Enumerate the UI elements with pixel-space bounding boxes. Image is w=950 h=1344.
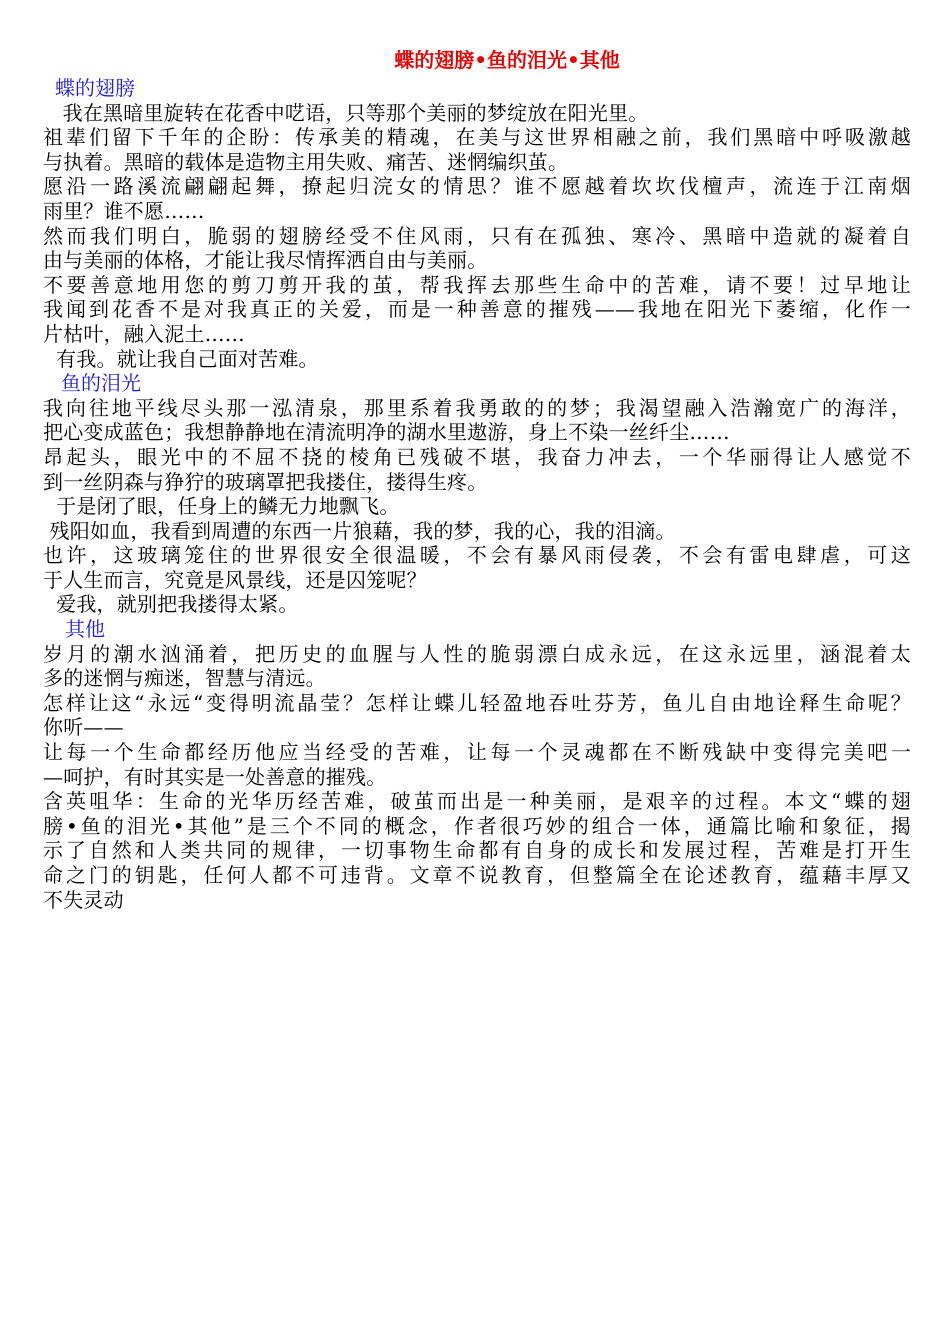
text-line: 让每一个生命都经历他应当经受的苦难，让每一个灵魂都在不断残缺中变得完美吧一 [43, 740, 911, 765]
text-line: 含英咀华：生命的光华历经苦难，破茧而出是一种美丽，是艰辛的过程。本文“蝶的翅 [43, 789, 911, 814]
text-line: 示了自然和人类共同的规律，一切事物生命都有自身的成长和发展过程，苦难是打开生 [43, 838, 911, 863]
text-line: —呵护，有时其实是一处善意的摧残。 [43, 764, 387, 789]
text-line: 由与美丽的体格，才能让我尽情挥洒自由与美丽。 [43, 248, 488, 273]
text-line: 祖辈们留下千年的企盼：传承美的精魂，在美与这世界相融之前，我们黑暗中呼吸激越 [43, 125, 911, 150]
text-line: 我在黑暗里旋转在花香中呓语，只等那个美丽的梦绽放在阳光里。 [43, 100, 649, 125]
text-line: 怎样让这“永远“变得明流晶莹？怎样让蝶儿轻盈地吞吐芬芳，鱼儿自由地诠释生命呢？ [43, 690, 911, 715]
text-line: 然而我们明白，脆弱的翅膀经受不住风雨，只有在孤独、寒冷、黑暗中造就的凝着自 [43, 223, 911, 248]
text-line: 命之门的钥匙，任何人都不可违背。文章不说教育，但整篇全在论述教育，蕴藉丰厚又 [43, 863, 911, 887]
document-page [43, 44, 911, 912]
text-line: 爱我，就别把我搂得太紧。 [43, 592, 299, 617]
section-heading-butterfly: 蝶的翅膀 [55, 76, 135, 100]
text-line: 岁月的潮水汹涌着，把历史的血腥与人性的脆弱漂白成永远，在这永远里，涵混着太 [43, 641, 911, 666]
text-line: 多的迷惘与痴迷，智慧与清远。 [43, 666, 326, 691]
text-line: 于人生而言，究竟是风景线，还是囚笼呢？ [43, 567, 427, 592]
text-line: 把心变成蓝色；我想静静地在清流明净的湖水里遨游，身上不染一丝纤尘…… [43, 420, 730, 445]
text-line: 到一丝阴森与狰狞的玻璃罩把我搂住，搂得生疼。 [43, 469, 488, 494]
text-line: 不要善意地用您的剪刀剪开我的茧，帮我挥去那些生命中的苦难，请不要！过早地让 [43, 272, 911, 297]
text-line: 昂起头，眼光中的不屈不挠的棱角已残破不堪，我奋力冲去，一个华丽得让人感觉不 [43, 444, 911, 469]
text-line: 也许，这玻璃笼住的世界很安全很温暖，不会有暴风雨侵袭，不会有雷电肆虐，可这 [43, 543, 911, 568]
text-line: 于是闭了眼，任身上的鳞无力地飘飞。 [43, 494, 400, 519]
document-title: 蝶的翅膀•鱼的泪光•其他 [394, 48, 620, 72]
text-line: 片枯叶，融入泥土…… [43, 321, 245, 346]
section-heading-fish: 鱼的泪光 [61, 371, 141, 396]
text-line: 我向往地平线尽头那一泓清泉，那里系着我勇敢的的梦；我渴望融入浩瀚宽广的海洋， [43, 395, 911, 420]
text-line: 有我。就让我自己面对苦难。 [43, 346, 319, 371]
text-line: 不失灵动 [43, 887, 124, 912]
text-line: 雨里？谁不愿…… [43, 198, 205, 223]
text-line: 与执着。黑暗的载体是造物主用失败、痛苦、迷惘编织茧。 [43, 149, 569, 174]
text-line: 残阳如血，我看到周遭的东西一片狼藉，我的梦，我的心，我的泪滴。 [43, 518, 676, 543]
text-line: 膀•鱼的泪光•其他”是三个不同的概念，作者很巧妙的组合一体，通篇比喻和象征，揭 [43, 813, 911, 838]
section-heading-other: 其他 [65, 617, 105, 642]
text-line: 我闻到花香不是对我真正的关爱，而是一种善意的摧残——我地在阳光下萎缩，化作一 [43, 297, 911, 322]
text-line: 愿沿一路溪流翩翩起舞，撩起归浣女的情思？谁不愿越着坎坎伐檀声，流连于江南烟 [43, 174, 911, 199]
text-line: 你听—— [43, 715, 124, 740]
